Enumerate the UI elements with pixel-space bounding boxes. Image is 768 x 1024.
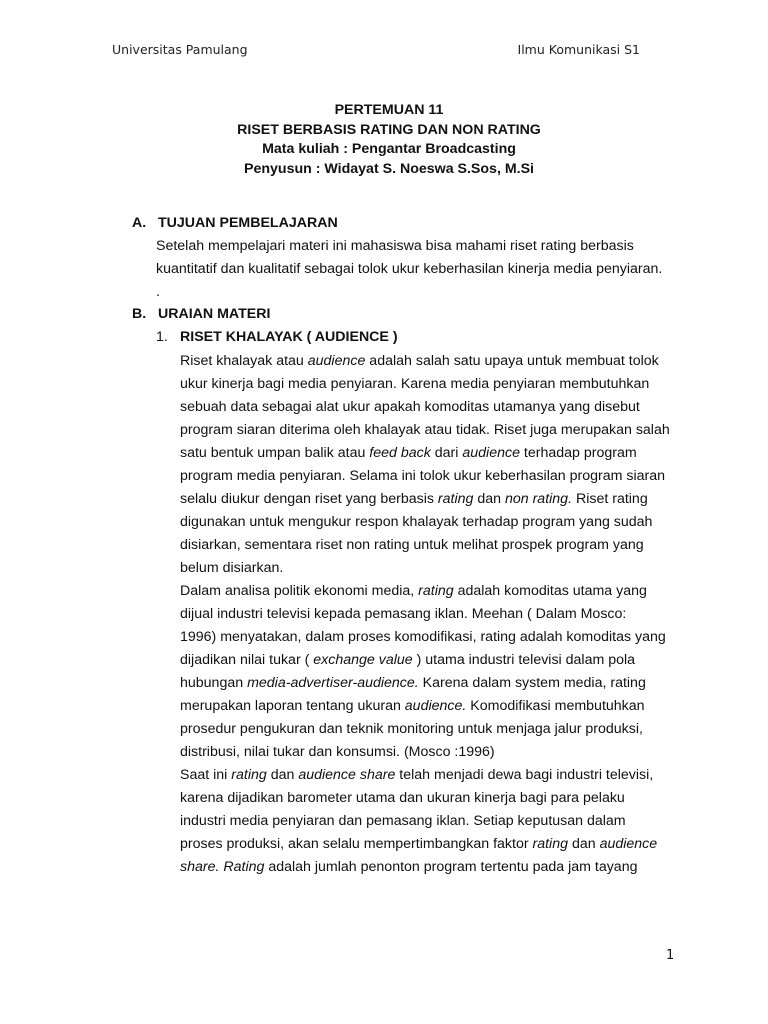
document-title-block bbox=[0, 101, 768, 179]
header-university: Universitas Pamulang bbox=[112, 42, 248, 57]
italic-term: share. bbox=[180, 859, 220, 875]
section-a-letter: A. bbox=[132, 215, 147, 231]
body-line: Dalam analisa politik ekonomi media, rating adalah komoditas utama yang bbox=[180, 583, 647, 599]
italic-term: rating bbox=[231, 767, 267, 783]
italic-term: audience share bbox=[298, 767, 396, 783]
italic-term: audience. bbox=[404, 698, 467, 714]
italic-term: media-advertiser-audience. bbox=[247, 675, 419, 691]
section-b-letter: B. bbox=[132, 306, 147, 322]
body-line: 1996) menyatakan, dalam proses komodifikasi, rating adalah komoditas yang bbox=[180, 629, 666, 645]
page-number: 1 bbox=[666, 948, 675, 963]
body-line: disiarkan, sementara riset non rating untuk melihat prospek program yang bbox=[180, 537, 644, 553]
header-program: Ilmu Komunikasi S1 bbox=[517, 42, 640, 57]
italic-term: feed back bbox=[369, 445, 431, 461]
section-a-body bbox=[156, 235, 662, 304]
body-line: ukur kinerja bagi media penyiaran. Karena media penyiaran membutuhkan bbox=[180, 376, 650, 392]
body-line: selalu diukur dengan riset yang berbasis rating dan non rating. Riset rating bbox=[180, 491, 648, 507]
body-line: Saat ini rating dan audience share telah menjadi dewa bagi industri televisi, bbox=[180, 767, 654, 783]
italic-term: rating bbox=[437, 491, 474, 507]
meeting-title: PERTEMUAN 11 bbox=[334, 102, 444, 118]
body-line: dijadikan nilai tukar ( exchange value ) utama industri televisi dalam pola bbox=[180, 652, 636, 668]
body-line: satu bentuk umpan balik atau feed back dari audience terhadap program bbox=[180, 445, 637, 461]
course-title: Mata kuliah : Pengantar Broadcasting bbox=[262, 141, 516, 157]
body-line: merupakan laporan tentang ukuran audience. Komodifikasi membutuhkan bbox=[180, 698, 645, 714]
body-line: hubungan media-advertiser-audience. Karena dalam system media, rating bbox=[180, 675, 646, 691]
body-line: proses produksi, akan selalu mempertimbangkan faktor rating dan audience bbox=[180, 836, 658, 852]
body-line: program media penyiaran. Selama ini tolok ukur keberhasilan program siaran bbox=[180, 468, 665, 484]
author-line: Penyusun : Widayat S. Noeswa S.Sos, M.Si bbox=[244, 160, 534, 177]
body-line: industri media penyiaran dan pemasang iklan. Setiap keputusan dalam bbox=[180, 813, 626, 829]
body-line: distribusi, nilai tukar dan konsumsi. (Mosco :1996) bbox=[180, 744, 495, 760]
body-line: digunakan untuk mengukur respon khalayak terhadap program yang sudah bbox=[180, 514, 653, 530]
italic-term: Rating bbox=[223, 859, 265, 875]
body-line: karena dijadikan barometer utama dan ukuran kinerja bagi para pelaku bbox=[180, 790, 625, 806]
body-line: prosedur pengukuran dan teknik monitoring untuk menjaga jalur produksi, bbox=[180, 721, 643, 737]
body-line: belum disiarkan. bbox=[180, 560, 284, 576]
subsection-1-number: 1. bbox=[156, 329, 168, 345]
section-a-line: kuantitatif dan kualitatif sebagai tolok ukur keberhasilan kinerja media penyiaran. bbox=[156, 261, 663, 277]
italic-term: exchange value bbox=[313, 652, 413, 668]
section-a-title: TUJUAN PEMBELAJARAN bbox=[158, 215, 338, 231]
italic-term: rating bbox=[418, 583, 454, 599]
section-b-title: URAIAN MATERI bbox=[158, 306, 271, 322]
italic-term: rating bbox=[532, 836, 568, 852]
subsection-1-heading bbox=[156, 329, 398, 345]
section-a-line: . bbox=[156, 284, 160, 300]
body-line: Riset khalayak atau audience adalah salah satu upaya untuk membuat tolok bbox=[180, 353, 659, 369]
section-a-heading bbox=[132, 215, 338, 231]
italic-term: non rating. bbox=[504, 491, 573, 507]
topic-title: RISET BERBASIS RATING DAN NON RATING bbox=[237, 121, 541, 138]
body-line: share. Rating adalah jumlah penonton program tertentu pada jam tayang bbox=[180, 859, 638, 875]
section-b-heading bbox=[132, 306, 270, 322]
body-line: sebuah data sebagai alat ukur apakah komoditas utamanya yang disebut bbox=[180, 399, 640, 415]
italic-term: audience bbox=[307, 353, 366, 369]
body-line: program siaran diterima oleh khalayak atau tidak. Riset juga merupakan salah bbox=[180, 422, 670, 438]
italic-term: audience bbox=[599, 836, 658, 852]
subsection-1-title: RISET KHALAYAK ( AUDIENCE ) bbox=[180, 329, 398, 345]
section-a-line: Setelah mempelajari materi ini mahasiswa bisa mahami riset rating berbasis bbox=[156, 238, 634, 254]
italic-term: audience bbox=[462, 445, 520, 461]
body-line: dijual industri televisi kepada pemasang iklan. Meehan ( Dalam Mosco: bbox=[180, 606, 627, 622]
body-text bbox=[180, 350, 670, 879]
